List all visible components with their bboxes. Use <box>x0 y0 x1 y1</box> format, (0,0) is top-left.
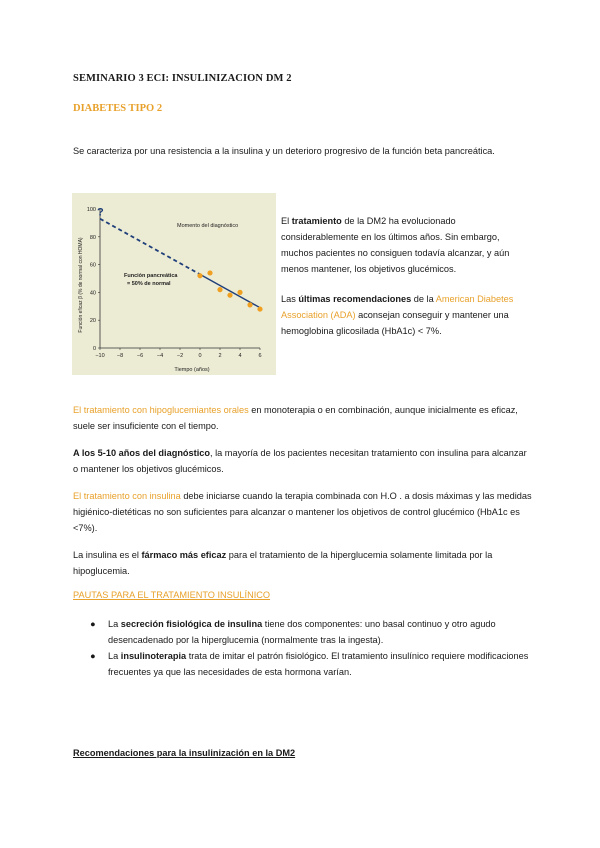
y-tick-label: 20 <box>89 318 96 325</box>
insulin-efficacy-paragraph <box>73 547 533 579</box>
insulin-efficacy-rest: para el tratamiento de la hiperglucemia solamente limitada por la hipoglucemia. <box>73 550 493 576</box>
ada-link[interactable]: American Diabetes Association (ADA) <box>281 294 514 320</box>
x-tick-label: 0 <box>198 353 202 359</box>
data-point <box>227 293 232 298</box>
y-tick-label: 60 <box>89 262 96 269</box>
x-tick-label: −2 <box>176 353 184 359</box>
y-tick-label: 0 <box>92 346 96 352</box>
recommendations-heading: Recomendaciones para la insulinización en la DM2 <box>73 748 296 758</box>
x-tick-label: −8 <box>116 353 124 359</box>
diagnosis-years-paragraph <box>73 445 533 477</box>
diagnosis-years-bold: A los 5-10 años del diagnóstico <box>73 448 210 458</box>
chart-ticks <box>87 207 262 359</box>
chart-series <box>100 219 263 312</box>
side-p2-pre: Las <box>281 294 299 304</box>
insulin-efficacy-bold: fármaco más eficaz <box>141 550 227 560</box>
insulin-start-rest: debe iniciarse cuando la terapia combinada con H.O . a dosis máximas y las medidas higiénico-dietéticas no son suficientes para alcanzar o mantener los objetivos de control glucémico (HbA1c es <7%). <box>73 491 532 533</box>
data-point <box>207 270 212 275</box>
bullet-icon: ● <box>90 619 96 629</box>
y-tick-label: 100 <box>86 207 96 213</box>
side-p2-post: aconsejan conseguir y mantener una hemoglobina glicosilada (HbA1c) < 7%. <box>281 310 509 336</box>
bullet-2-bold: insulinoterapia <box>120 651 187 661</box>
section-subtitle: DIABETES TIPO 2 <box>73 103 163 114</box>
data-point <box>257 306 262 311</box>
bullet-1-rest: tiene dos componentes: uno basal continuo y otro agudo desencadenado por la hiperglucemia (normalmente tras la ingesta). <box>108 619 496 645</box>
data-point <box>237 290 242 295</box>
side-p1-bold: tratamiento <box>291 216 342 226</box>
x-tick-label: 2 <box>218 353 222 359</box>
chart-annotation-function-2: = 50% de normal <box>127 281 171 287</box>
pautas-heading: PAUTAS PARA EL TRATAMIENTO INSULÍNICO <box>73 590 271 600</box>
x-tick-label: 4 <box>238 353 242 359</box>
data-point <box>217 287 222 292</box>
data-point <box>247 302 252 307</box>
bullet-icon: ● <box>90 651 96 661</box>
insulin-efficacy-pre: La insulina es el <box>73 550 142 560</box>
bullet-1-pre: La <box>108 619 121 629</box>
insulin-start-highlight: El tratamiento con insulina <box>73 491 181 501</box>
x-tick-label: −6 <box>136 353 144 359</box>
document-title: SEMINARIO 3 ECI: INSULINIZACION DM 2 <box>73 73 292 84</box>
intro-paragraph: Se caracteriza por una resistencia a la insulina y un deterioro progresivo de la función beta pancreática. <box>73 146 495 156</box>
x-tick-label: 6 <box>258 353 262 359</box>
y-tick-label: 80 <box>89 234 96 241</box>
bullet-1-bold: secreción fisiológica de insulina <box>120 619 263 629</box>
side-paragraph-2 <box>281 291 531 339</box>
data-point <box>197 273 202 278</box>
list-item <box>90 648 530 680</box>
oral-treatment-paragraph <box>73 402 533 434</box>
oral-treatment-rest: en monoterapia o en combinación, aunque inicialmente es eficaz, suele ser insuficiente con el tiempo. <box>73 405 518 431</box>
pautas-list <box>90 616 530 680</box>
chart-svg <box>72 193 276 375</box>
side-paragraph-1 <box>281 213 531 277</box>
x-tick-label: −10 <box>95 353 105 359</box>
y-tick-label: 40 <box>89 290 96 297</box>
diagnosis-years-rest: , la mayoría de los pacientes necesitan tratamiento con insulina para alcanzar o mantener los objetivos glucémicos. <box>73 448 527 474</box>
oral-treatment-highlight: El tratamiento con hipoglucemiantes orales <box>73 405 249 415</box>
side-p1-pre: El <box>281 216 292 226</box>
side-p2-mid: de la <box>411 294 436 304</box>
list-item <box>90 616 530 648</box>
side-p2-bold: últimas recomendaciones <box>298 294 412 304</box>
insulin-start-paragraph <box>73 488 533 536</box>
chart-ylabel: Función eficaz β (% de normal con HOMA) <box>78 237 84 333</box>
bullet-2-pre: La <box>108 651 121 661</box>
bullet-2-rest: trata de imitar el patrón fisiológico. El tratamiento insulínico requiere modificaciones frecuentes ya que las necesidades de esta hormona varían. <box>108 651 529 677</box>
side-p1-post: de la DM2 ha evolucionado considerablemente en los últimos años. Sin embargo, muchos pacientes no consiguen todavía alcanzar, y aún menos mantener, los objetivos glucémicos. <box>281 216 510 274</box>
chart-annotation-function-1: Función pancreática <box>124 273 178 279</box>
chart-annotation-diagnosis: Momento del diagnóstico <box>177 223 239 229</box>
chart-annotation-question: ? <box>97 206 104 219</box>
beta-function-chart <box>72 193 276 375</box>
x-tick-label: −4 <box>156 353 164 359</box>
chart-xlabel: Tiempo (años) <box>174 367 210 373</box>
